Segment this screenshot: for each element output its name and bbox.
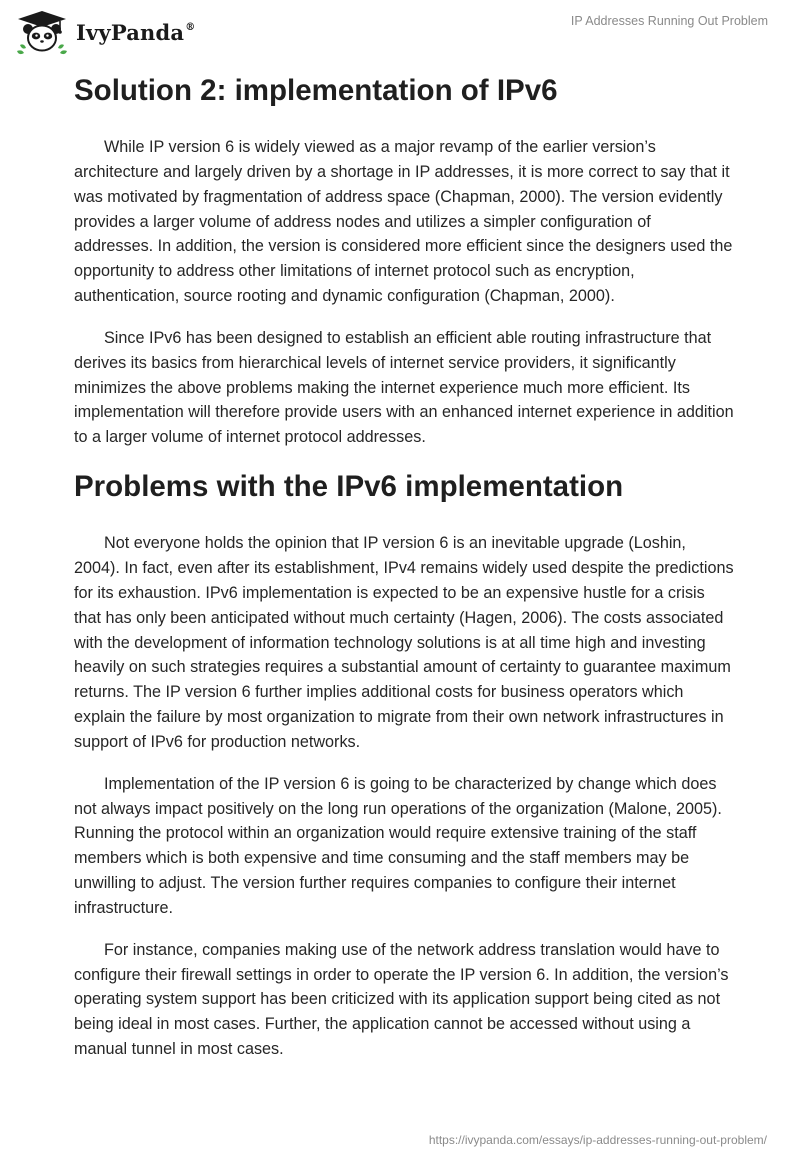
source-url-link[interactable]: https://ivypanda.com/essays/ip-addresses-running-out-problem/	[428, 1133, 767, 1147]
logo-text: IvyPanda	[76, 19, 185, 45]
logo-wordmark	[76, 20, 195, 45]
panda-graduate-icon	[14, 9, 70, 55]
paragraph: Since IPv6 has been designed to establish an efficient able routing infrastructure that derives its basics from hierarchical levels of internet service providers, it significantly minimizes the above problems making the internet experience much more efficient. Its implementation will therefore provide users with an enhanced internet experience in addition to a larger volume of internet protocol addresses.	[74, 328, 734, 447]
paragraph: Not everyone holds the opinion that IP version 6 is an inevitable upgrade (Loshin, 2004). In fact, even after its establishment, IPv4 remains widely used despite the predictions for its exhaustion. IPv6 implementation is expected to be an expensive hustle for a crisis that has only been anticipated without much certainty (Hagen, 2006). The costs associated with the development of information technology solutions is at all time high and investing heavily on such strategies requires a substantial amount of certainty to guarantee maximum returns. The IP version 6 further implies additional costs for business operators which explain the failure by most organization to migrate from their own network infrastructures in support of IPv6 for production networks.	[74, 534, 734, 751]
section-heading-problems: Problems with the IPv6 implementation	[74, 470, 624, 504]
section-heading-solution-2: Solution 2: implementation of IPv6	[74, 74, 558, 107]
paragraph: For instance, companies making use of the network address translation would have to configure their firewall settings in order to operate the IP version 6. In addition, the version’s operating system support has been criticized with its application support being cited as not being ideal in most cases. Further, the application cannot be accessed without using a manual tunnel in most cases.	[74, 940, 729, 1059]
essay-content	[74, 74, 734, 1079]
ivypanda-logo[interactable]	[14, 8, 195, 56]
page-header	[0, 0, 800, 60]
document-title: IP Addresses Running Out Problem	[570, 14, 768, 28]
paragraph: While IP version 6 is widely viewed as a major revamp of the earlier version’s architecture and largely driven by a shortage in IP addresses, it is more correct to say that it was motivated by fragmentation of address space (Chapman, 2000). The version evidently provides a larger volume of address nodes and utilizes a simpler configuration of addresses. In addition, the version is considered more efficient since the designers used the opportunity to address other limitations of internet protocol such as encryption, authentication, source rooting and dynamic configuration (Chapman, 2000).	[74, 138, 733, 306]
registered-mark: ®	[185, 21, 196, 33]
paragraph: Implementation of the IP version 6 is going to be characterized by change which does not always impact positively on the long run operations of the organization (Malone, 2005). Running the protocol within an organization would require extensive training of the staff members which is both expensive and time consuming and the staff members may be unwilling to adjust. The version further requires companies to configure their internet infrastructure.	[74, 774, 722, 917]
